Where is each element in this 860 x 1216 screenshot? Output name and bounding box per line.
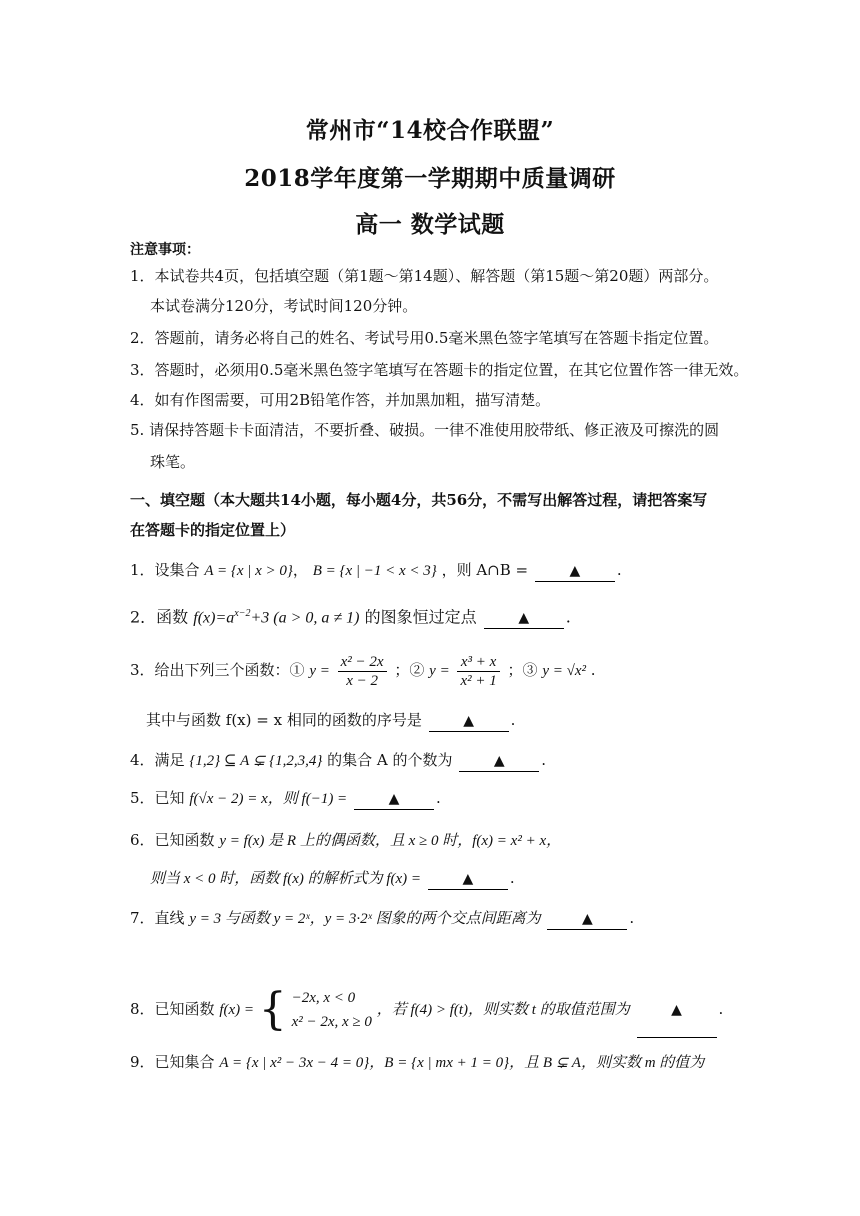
answer-mark: ▲ <box>582 911 593 927</box>
q8-f: f(x) = <box>219 1002 255 1018</box>
q3-prefix: 3．给出下列三个函数：① <box>130 661 305 679</box>
exam-title-line1: 常州市“14校合作联盟” <box>305 117 555 144</box>
answer-blank-1[interactable] <box>535 560 615 582</box>
q2-rest: +3 (a > 0, a ≠ 1) <box>250 609 360 627</box>
answer-blank-2[interactable] <box>484 607 564 629</box>
answer-blank-8[interactable] <box>637 982 717 1038</box>
answer-mark: ▲ <box>518 610 530 627</box>
notice-item-4: 4．如有作图需要，可用2B铅笔作答，并加黑加粗，描写清楚。 <box>130 391 551 409</box>
question-6 <box>130 830 750 851</box>
q6-expr: y = f(x) 是 R 上的偶函数，且 x ≥ 0 时，f(x) = x² + x， <box>219 833 562 849</box>
answer-mark: ▲ <box>493 753 505 769</box>
exam-title-line2: 2018学年度第一学期期中质量调研 <box>244 165 616 192</box>
answer-mark: ▲ <box>463 713 474 729</box>
q1-prefix: 1．设集合 <box>130 561 200 579</box>
notice-heading: 注意事项： <box>130 242 200 258</box>
q3-sep2: ；② <box>394 661 425 679</box>
question-8: 8．已知函数 f(x) = { −2x, x < 0 x² − 2x, x ≥ 0 ，若 f(4) > f(t)，则实数 t 的取值范围为 ▲ . <box>130 982 750 1036</box>
q3-fraction-1 <box>338 653 387 690</box>
section-heading-line1: 一、填空题（本大题共14小题，每小题4分，共56分，不需写出解答过程，请把答案写 <box>130 491 708 509</box>
section-heading-line2: 在答题卡的指定位置上） <box>130 521 296 539</box>
answer-blank-7[interactable] <box>547 908 627 930</box>
question-6-line2: 则当 x < 0 时，函数 f(x) 的解析式为 f(x) = ▲ . <box>150 868 770 890</box>
q5-expr: f(√x − 2) = x，则 f(−1) = <box>189 791 348 807</box>
notice-item-1-cont: 本试卷满分120分，考试时间120分钟。 <box>150 297 418 315</box>
q3-f3: y = √x² <box>542 663 586 679</box>
notice-item-3: 3．答题时，必须用0.5毫米黑色签字笔填写在答题卡的指定位置，在其它位置作答一律无效。 <box>130 361 749 379</box>
q8-case-1: −2x, x < 0 <box>291 990 356 1006</box>
q4-suffix: 的集合 A 的个数为 <box>327 751 453 769</box>
q3-f1-denominator: x − 2 <box>346 672 378 689</box>
q2-expr: f(x)=a <box>193 609 235 627</box>
q8-case-2: x² − 2x, x ≥ 0 <box>291 1014 372 1030</box>
question-3: 3．给出下列三个函数：① y = $\frac{\text{x² − 2x}}{x - 2}$ ；② y = $\frac{\text{x³ + x}}{\text{x² + 1}}$ ；③ y = √x² . <box>130 653 596 689</box>
q3-fraction-2 <box>457 653 499 690</box>
q3-y2: y = <box>429 663 450 679</box>
q3-y1: y = <box>309 663 330 679</box>
q3-line2: 其中与函数 f(x) = x 相同的函数的序号是 <box>146 711 422 729</box>
answer-blank-6[interactable] <box>428 868 508 890</box>
exam-title-line3: 高一 数学试题 <box>355 211 505 238</box>
q4-expr: {1,2} ⊆ A ⊊ {1,2,3,4} <box>189 753 323 769</box>
question-7: 7．直线 y = 3 与函数 y = 2ˣ，y = 3·2ˣ 图象的两个交点间距离为 ▲ . <box>130 908 750 930</box>
answer-mark: ▲ <box>671 1002 682 1018</box>
question-5: 5．已知 f(√x − 2) = x，则 f(−1) = ▲ . <box>130 788 750 810</box>
notice-item-1: 1．本试卷共4页，包括填空题（第1题～第14题）、解答题（第15题～第20题）两部分。 <box>130 267 719 285</box>
q3-f1-numerator: x² − 2x <box>338 653 387 672</box>
q8-prefix: 8．已知函数 <box>130 1000 215 1018</box>
q6-prefix: 6．已知函数 <box>130 831 215 849</box>
q3-f2-numerator: x³ + x <box>457 653 499 672</box>
q1-set-a: A = {x | x > 0} <box>204 563 293 579</box>
q7-prefix: 7．直线 <box>130 909 185 927</box>
answer-blank-5[interactable] <box>354 788 434 810</box>
q2-prefix: 2．函数 <box>130 607 189 627</box>
q3-sep3: ；③ <box>507 661 538 679</box>
answer-mark: ▲ <box>462 871 474 887</box>
q7-expr: y = 3 与函数 y = 2ˣ，y = 3·2ˣ 图象的两个交点间距离为 <box>189 911 541 927</box>
q8-cases <box>292 986 372 1034</box>
question-9 <box>130 1052 750 1073</box>
q9-expr: A = {x | x² − 3x − 4 = 0}，B = {x | mx + 1 = 0}，且 B ⊊ A，则实数 m 的值为 <box>219 1055 705 1071</box>
answer-blank-4[interactable] <box>459 750 539 772</box>
question-4: 4．满足 {1,2} ⊆ A ⊊ {1,2,3,4} 的集合 A 的个数为 ▲ . <box>130 750 750 772</box>
q5-prefix: 5．已知 <box>130 789 185 807</box>
answer-blank-3[interactable] <box>429 710 509 732</box>
q1-set-b: B = {x | −1 < x < 3} <box>312 563 437 579</box>
question-1: 1．设集合 A = {x | x > 0}， B = {x | −1 < x < 3} ，则 A∩B = ▲ . <box>130 560 750 582</box>
notice-item-2: 2．答题前，请务必将自己的姓名、考试号用0.5毫米黑色签字笔填写在答题卡指定位置。 <box>130 329 719 347</box>
notice-item-5-cont: 珠笔。 <box>150 453 196 471</box>
q2-suffix: 的图象恒过定点 <box>364 607 477 627</box>
q8-suffix: ，若 f(4) > f(t)，则实数 t 的取值范围为 <box>376 1002 630 1018</box>
q6-line2: 则当 x < 0 时，函数 f(x) 的解析式为 f(x) = <box>150 871 422 887</box>
answer-mark: ▲ <box>569 563 581 579</box>
q2-exponent: x−2 <box>234 608 251 619</box>
q3-f2-denominator: x² + 1 <box>460 672 497 689</box>
q8-brace: { <box>258 984 287 1035</box>
question-2: 2．函数 $f(x)=a^{x-2}+3$ (a > 0, a ≠ 1) 的图象恒过定点 ▲ . <box>130 604 750 629</box>
answer-mark: ▲ <box>388 791 400 807</box>
q1-ask: ，则 A∩B = <box>441 561 529 579</box>
q9-prefix: 9．已知集合 <box>130 1053 215 1071</box>
question-3-line2: 其中与函数 f(x) = x 相同的函数的序号是 ▲ . <box>146 710 766 732</box>
notice-item-5: 5. 请保持答题卡卡面清洁，不要折叠、破损。一律不准使用胶带纸、修正液及可擦洗的圆 <box>130 421 720 439</box>
q4-prefix: 4．满足 <box>130 751 185 769</box>
